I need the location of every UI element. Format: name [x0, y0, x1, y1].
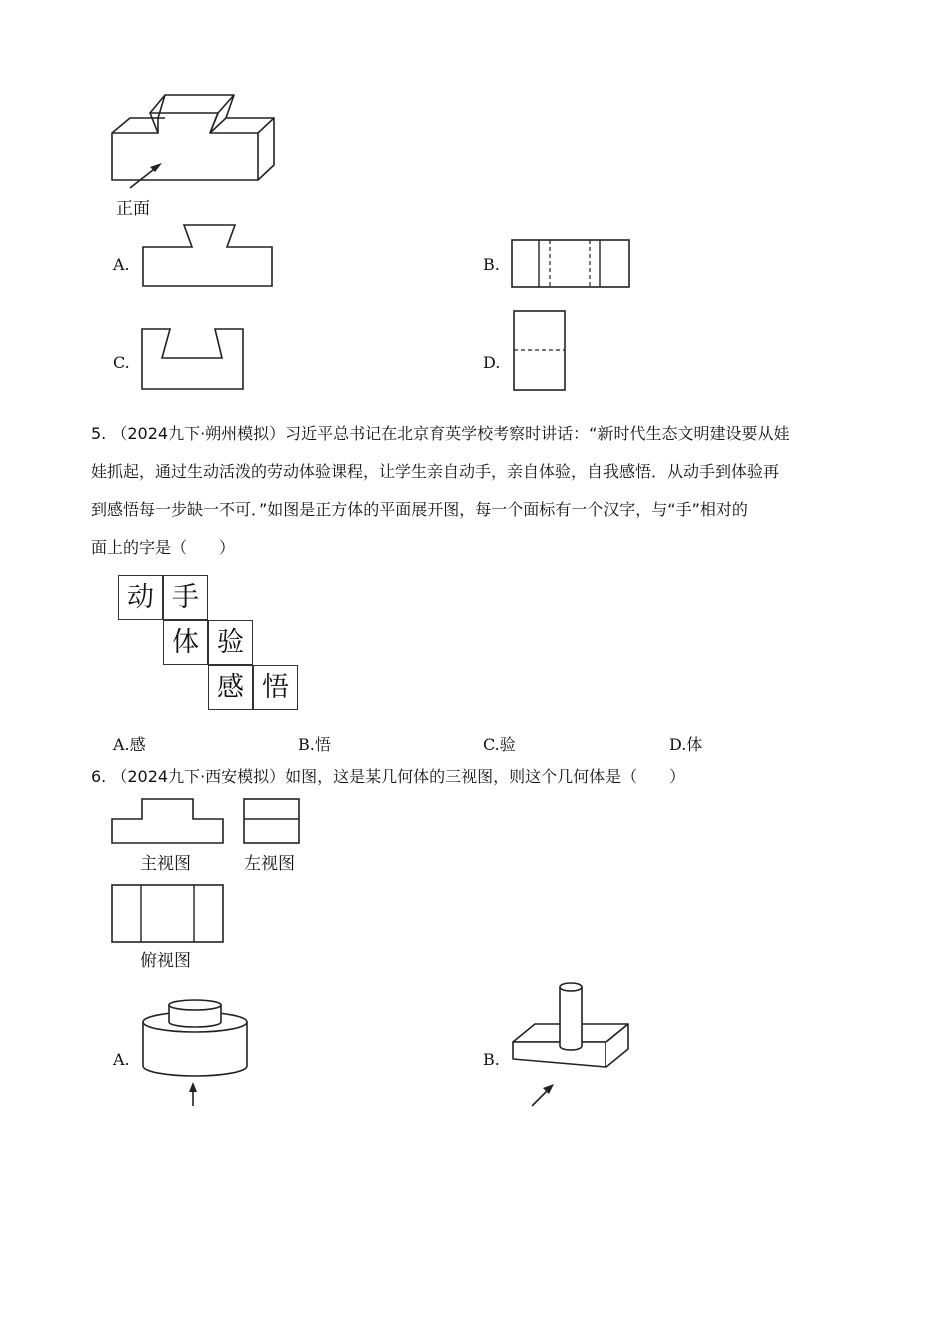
net-face-3: 体	[163, 620, 208, 665]
q5-text-line4: 面上的字是（ ）	[91, 538, 236, 557]
q5-option-a	[113, 732, 146, 755]
q6-number: 6.	[91, 767, 107, 786]
q5-option-c-letter: C.	[483, 735, 500, 754]
q4-option-a-figure	[140, 220, 280, 290]
q5-option-d-text: 体	[686, 735, 703, 754]
top-view-drawing	[110, 882, 230, 947]
q5-text-line3: 到感悟每一步缺一不可．”如图是正方体的平面展开图，每一个面标有一个汉字，与“手”相对的	[91, 500, 748, 519]
q4-option-d-label: D.	[483, 353, 501, 372]
q6-text: 如图，这是某几何体的三视图，则这个几何体是（ ）	[285, 767, 686, 786]
net-face-4: 验	[208, 620, 253, 665]
net-face-5: 感	[208, 665, 253, 710]
q6-line-1	[91, 758, 861, 796]
q5-option-a-text: 感	[129, 735, 146, 754]
q5-line-1	[91, 415, 861, 453]
q4-option-b-figure	[510, 238, 640, 298]
q5-option-d	[669, 732, 702, 755]
q6-option-a-figure	[138, 996, 268, 1111]
q6-option-a-label: A.	[113, 1050, 130, 1069]
net-face-1: 动	[118, 575, 163, 620]
q5-option-c	[483, 732, 516, 755]
left-view-label: 左视图	[244, 854, 295, 874]
front-label: 正面	[116, 199, 150, 219]
front-view-label: 主视图	[140, 854, 191, 874]
q6-source: （2024九下·西安模拟）	[111, 767, 286, 786]
q4-option-b-label: B.	[483, 255, 500, 274]
q6-text-block	[91, 758, 861, 796]
q5-text-line1: 习近平总书记在北京育英学校考察时讲话：“新时代生态文明建设要从娃	[285, 424, 790, 443]
q4-option-d-figure	[512, 309, 582, 399]
net-face-2: 手	[163, 575, 208, 620]
front-view-drawing	[110, 796, 230, 846]
q4-option-a-label: A.	[113, 255, 130, 274]
q5-option-b-text: 悟	[314, 735, 331, 754]
left-view-drawing	[242, 796, 312, 846]
q5-option-b	[298, 732, 331, 755]
q4-option-c-label: C.	[113, 353, 130, 372]
q5-source: （2024九下·朔州模拟）	[111, 424, 286, 443]
t-shaped-solid-drawing	[0, 0, 950, 220]
q5-option-d-letter: D.	[669, 735, 687, 754]
q4-option-c-figure	[140, 326, 260, 396]
net-face-6: 悟	[253, 665, 298, 710]
q5-text-block	[91, 415, 861, 567]
q5-text-line2: 娃抓起，通过生动活泼的劳动体验课程，让学生亲自动手，亲自体验，自我感悟．从动手到体验再	[91, 462, 780, 481]
q5-number: 5.	[91, 424, 107, 443]
q6-option-b-figure	[510, 980, 640, 1110]
q5-option-c-text: 验	[499, 735, 516, 754]
top-view-label: 俯视图	[140, 951, 191, 971]
q5-option-b-letter: B.	[298, 735, 315, 754]
q5-option-a-letter: A.	[113, 735, 130, 754]
q6-option-b-label: B.	[483, 1050, 500, 1069]
